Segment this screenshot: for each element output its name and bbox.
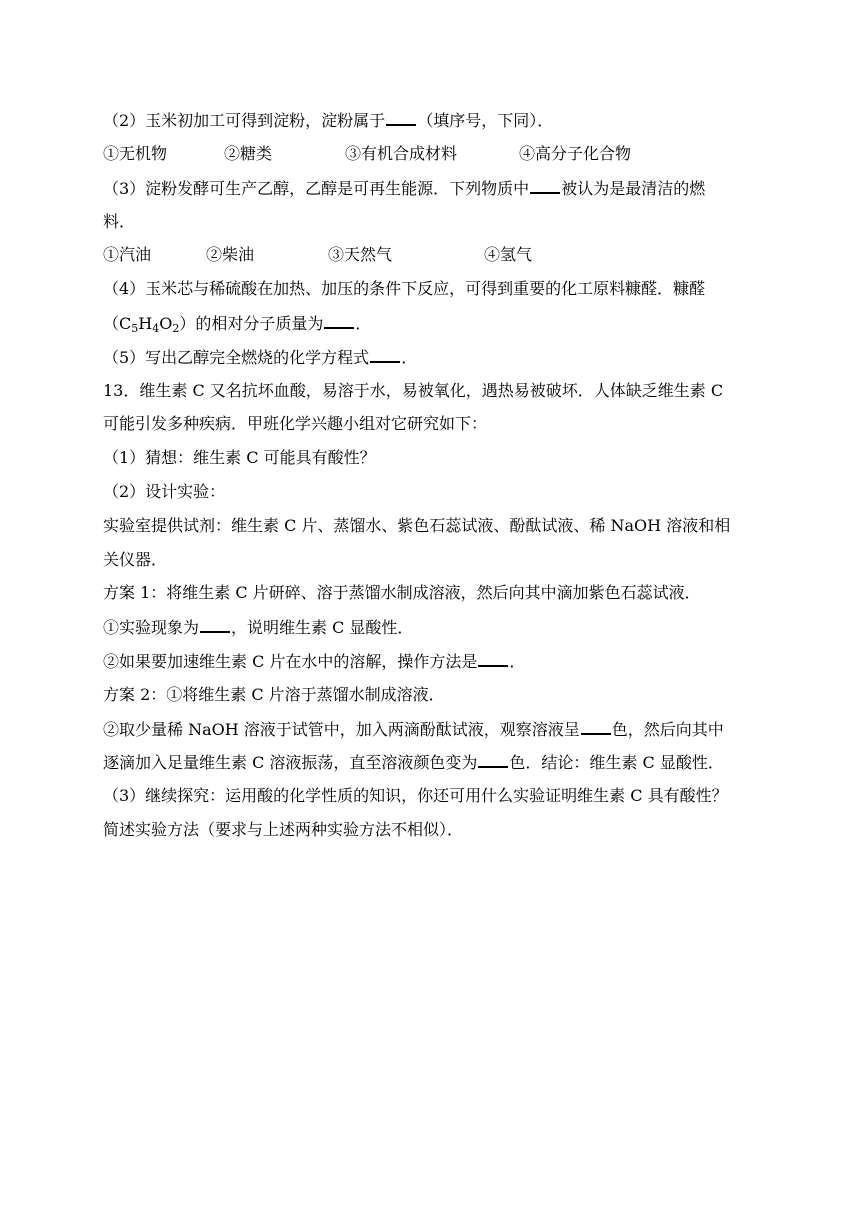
formula-subscript: 4 [152,322,160,335]
formula-element: O [159,314,173,333]
answer-blank[interactable] [386,110,416,126]
q13-design-line [103,482,225,502]
q13-guess-line [103,448,376,468]
q12-part3-line-cont [103,212,135,232]
option: ③有机合成材料 [345,144,458,163]
q13-intro-line [103,381,723,401]
q13-explore: （3）继续探究：运用酸的化学性质的知识，你还可用什么实验证明维生素 C 具有酸性？ [103,786,728,805]
q13-plan2-q2: ②取少量稀 NaOH 溶液于试管中，加入两滴酚酞试液，观察溶液呈 [103,720,580,739]
formula-open: （C [103,314,132,333]
q13-reagents-cont: 关仪器． [103,550,168,569]
q13-intro: 13．维生素 C 又名抗坏血酸，易溶于水，易被氧化，遇热易被破坏．人体缺乏维生素 C [103,381,724,400]
answer-blank[interactable] [200,617,230,633]
q12-part5-line [103,347,417,368]
q12-part4-line [103,279,705,299]
q13-plan1-line [103,583,701,603]
q13-intro-cont: 可能引发多种疾病．甲班化学兴趣小组对它研究如下： [103,414,488,433]
formula-subscript: 2 [172,322,180,335]
q12-part2-line [103,110,553,131]
q12-part2-text: （2）玉米初加工可得到淀粉，淀粉属于 [103,111,386,130]
q13-reagents: 实验室提供试剂：维生素 C 片、蒸馏水、紫色石蕊试液、酚酞试液、稀 NaOH 溶液和相 [103,516,731,535]
option: ①无机物 [103,144,168,163]
q13-plan2-q2-line [103,719,724,740]
q12-part3-line [103,178,705,199]
option: ②糖类 [224,144,273,163]
q12-part3-text-end: 被认为是最清洁的燃 [561,179,706,198]
q12-part2-text-end: （填序号，下同）． [417,111,554,130]
q13-plan2-q2-end: 色．结论：维生素 C 显酸性． [509,753,724,772]
option: ③天然气 [328,245,393,264]
answer-blank[interactable] [324,313,354,329]
answer-blank[interactable] [370,347,400,363]
q13-plan2-q2-cont: 逐滴加入足量维生素 C 溶液振荡，直至溶液颜色变为 [103,753,478,772]
option: ②柴油 [206,245,255,264]
q13-plan2-q2-mid: 色，然后向其中 [611,720,724,739]
q13-plan1-q1-line [103,617,413,638]
q13-reagents-line-cont [103,550,167,570]
q13-plan1: 方案 1：将维生素 C 片研碎、溶于蒸馏水制成溶液，然后向其中滴加紫色石蕊试液． [103,583,701,602]
q13-plan1-q1: ①实验现象为 [103,618,200,637]
q12-part3-text: （3）淀粉发酵可生产乙醇，乙醇是可再生能源．下列物质中 [103,179,530,198]
q13-plan2: 方案 2：①将维生素 C 片溶于蒸馏水制成溶液． [103,685,445,704]
q13-plan1-q2-line [103,651,525,672]
q13-explore-line-cont [103,820,463,840]
q12-part5-text-end: ． [401,348,418,367]
q13-plan2-q2-line-cont [103,752,724,773]
q13-design: （2）设计实验： [103,482,226,501]
q12-part4-text: （4）玉米芯与稀硫酸在加热、加压的条件下反应，可得到重要的化工原料糠醛．糠醛 [103,279,706,298]
answer-blank[interactable] [478,752,508,768]
q13-reagents-line [103,516,730,536]
q12-part5-text: （5）写出乙醇完全燃烧的化学方程式 [103,348,370,367]
formula-subscript: 5 [131,322,139,335]
answer-blank[interactable] [478,651,508,667]
q13-explore-cont: 简述实验方法（要求与上述两种实验方法不相似）． [103,820,464,839]
q13-intro-line-cont [103,414,487,434]
q13-guess: （1）猜想：维生素 C 可能具有酸性？ [103,448,376,467]
q13-plan1-q2-end: ． [509,652,526,671]
q13-plan1-q1-end: ，说明维生素 C 显酸性． [231,618,414,637]
option: ④高分子化合物 [519,144,632,163]
q13-plan2-line [103,685,445,705]
q12-part4-text-b: ）的相对分子质量为 [179,314,324,333]
q13-explore-line [103,786,728,806]
option: ④氢气 [484,245,533,264]
formula-element: H [138,314,153,333]
q13-plan1-q2: ②如果要加速维生素 C 片在水中的溶解，操作方法是 [103,652,478,671]
answer-blank[interactable] [581,719,611,735]
q12-part3-text-cont: 料． [103,212,136,231]
answer-blank[interactable] [530,178,560,194]
q12-part4-line-cont [103,313,371,339]
q12-part4-text-c: ． [355,314,372,333]
option: ①汽油 [103,245,152,264]
